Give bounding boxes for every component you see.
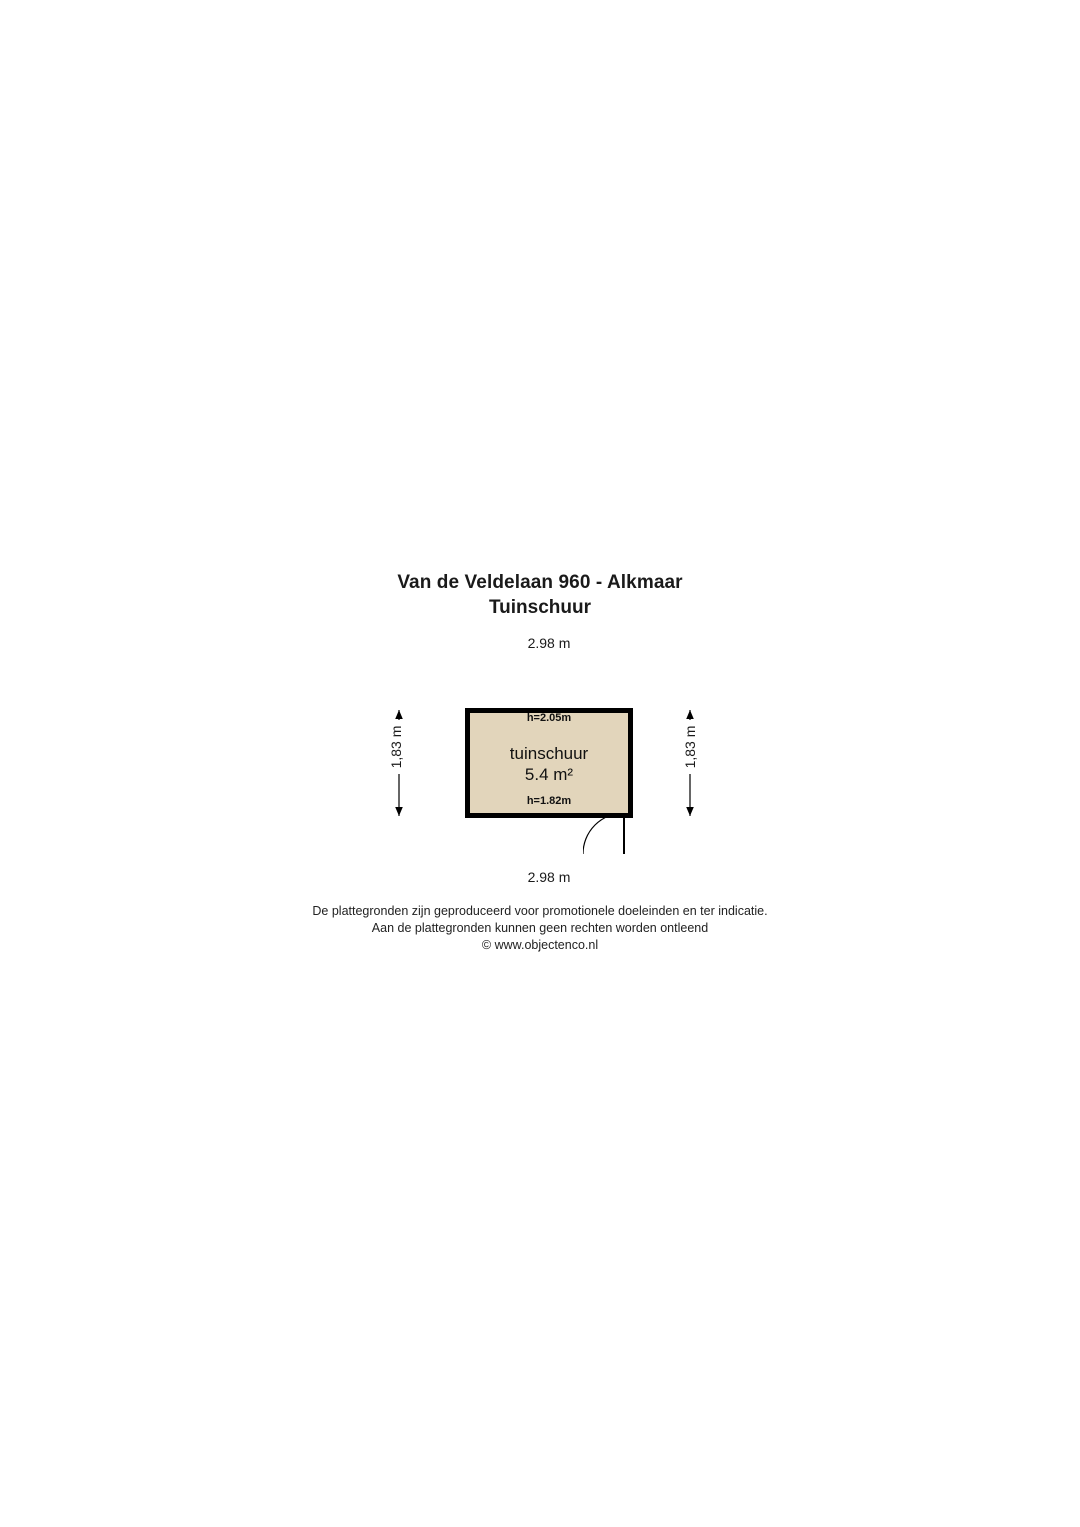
- title-floor: Tuinschuur: [488, 597, 592, 618]
- room-name-label: tuinschuur: [509, 744, 589, 763]
- door-swing-icon: [583, 813, 627, 857]
- dimension-right-label: 1,83 m: [681, 720, 699, 774]
- room-area-label: 5.4 m²: [524, 765, 574, 784]
- disclaimer-line-2: Aan de plattegronden kunnen geen rechten worden ontleend: [371, 921, 709, 935]
- dimension-left-label: 1,83 m: [387, 720, 405, 774]
- ceiling-height-bottom: h=1.82m: [526, 795, 572, 807]
- dimension-top-label: 2.98 m: [463, 634, 635, 652]
- disclaimer-copyright: © www.objectenco.nl: [481, 938, 599, 952]
- dimension-bottom-label: 2.98 m: [463, 868, 635, 886]
- disclaimer-line-1: De plattegronden zijn geproduceerd voor promotionele doeleinden en ter indicatie.: [312, 904, 768, 918]
- disclaimer: [0, 903, 1080, 954]
- title-address: Van de Veldelaan 960 - Alkmaar: [397, 572, 683, 593]
- ceiling-height-top: h=2.05m: [526, 712, 572, 724]
